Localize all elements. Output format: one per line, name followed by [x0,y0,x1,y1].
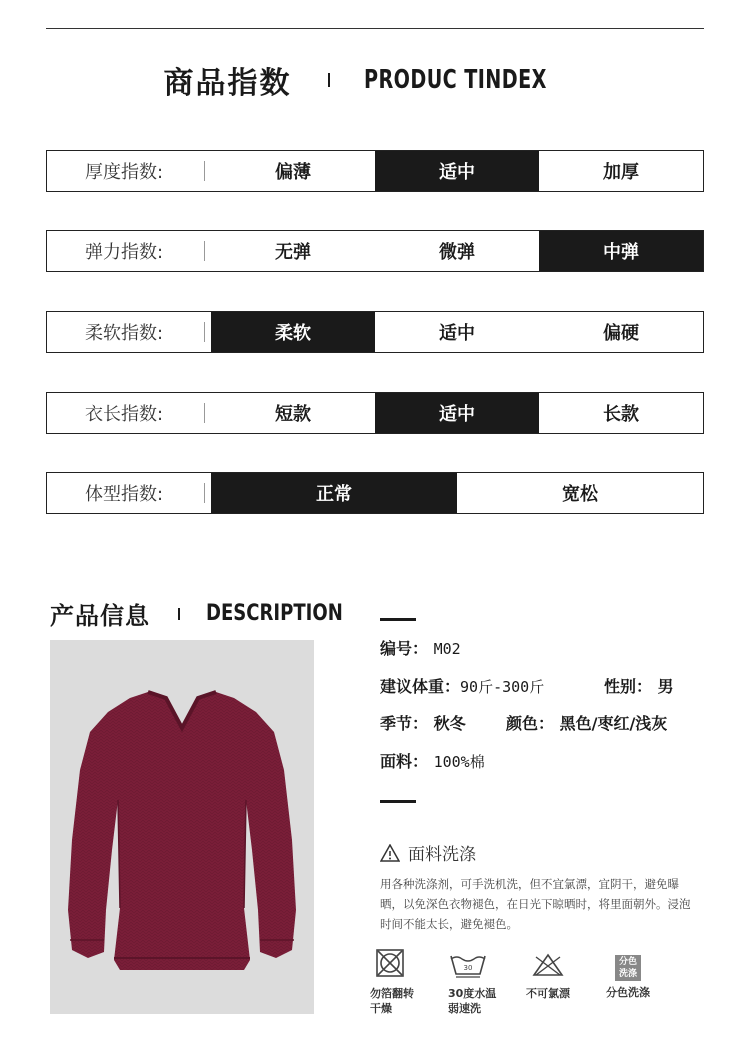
warning-icon [380,844,400,862]
index-row-label: 衣长指数: [47,393,211,433]
spec-top-bar [380,618,416,621]
care-item-bleach: 不可氯漂 [518,952,578,1001]
care-title: 面料洗涤 [408,845,476,865]
index-option: 无弹 [275,242,311,263]
product-photo [50,640,314,1014]
index-option-selected: 适中 [375,151,539,191]
index-row [46,230,704,272]
index-option: 偏薄 [275,162,311,183]
section-title-index [0,58,750,102]
care-item-tumble: 勿箔翻转干燥 [360,948,420,1016]
index-row-label: 体型指数: [47,473,211,513]
index-option-selected: 柔软 [211,312,375,352]
index-row-label: 弹力指数: [47,231,211,271]
section-title-description [50,596,373,631]
index-option: 微弹 [439,242,475,263]
care-heading [380,840,476,865]
svg-text:30: 30 [463,964,473,972]
no-bleach-icon [532,952,564,978]
top-divider [46,28,704,29]
index-option-selected: 中弹 [539,231,703,271]
spec-gender: 性别： 男 [604,677,674,696]
no-tumble-dry-icon [375,948,405,978]
title-separator [328,73,330,87]
index-row [46,150,704,192]
index-option: 偏硬 [603,323,639,344]
info-title-en: DESCRIPTION [206,601,343,626]
index-row-label: 柔软指数: [47,312,211,352]
care-description: 用各种洗涤剂，可手洗机洗，但不宜氯漂，宜阴干，避免曝晒，以免深色衣物褪色，在日光下晾晒时，将里面朝外。浸泡时间不能太长，避免褪色。 [380,877,691,931]
care-item-separate: 分色洗涤 分色洗涤 [606,957,650,999]
index-title-cn: 商品指数 [163,66,292,101]
index-option: 适中 [439,323,475,344]
index-option-selected: 正常 [211,473,457,513]
wash-30-icon [448,952,488,978]
index-options [211,393,703,433]
spec-fabric: 面料： 100%棉 [380,752,485,771]
index-options [211,151,703,191]
index-option: 宽松 [562,484,598,505]
spec-color: 颜色： 黑色/枣红/浅灰 [506,714,668,733]
index-option: 加厚 [603,162,639,183]
index-option-selected: 适中 [375,393,539,433]
index-row [46,392,704,434]
index-options [211,473,703,513]
spec-weight: 建议体重：90斤-300斤 [380,677,545,696]
info-title-cn: 产品信息 [50,602,150,630]
index-row-label: 厚度指数: [47,151,211,191]
index-options [211,312,703,352]
sweater-image [50,640,314,1014]
index-option: 长款 [603,404,639,425]
separate-wash-icon: 分色洗涤 [615,955,641,981]
care-item-wash: 30 30度水温弱速洗 [438,952,498,1016]
index-row [46,311,704,353]
spec-bottom-bar [380,800,416,803]
index-option: 短款 [275,404,311,425]
spec-season: 季节： 秋冬 [380,714,466,733]
title-separator [178,608,180,620]
spec-code: 编号： M02 [380,639,461,658]
index-row [46,472,704,514]
index-title-en: PRODUC TINDEX [363,65,547,95]
index-options [211,231,703,271]
